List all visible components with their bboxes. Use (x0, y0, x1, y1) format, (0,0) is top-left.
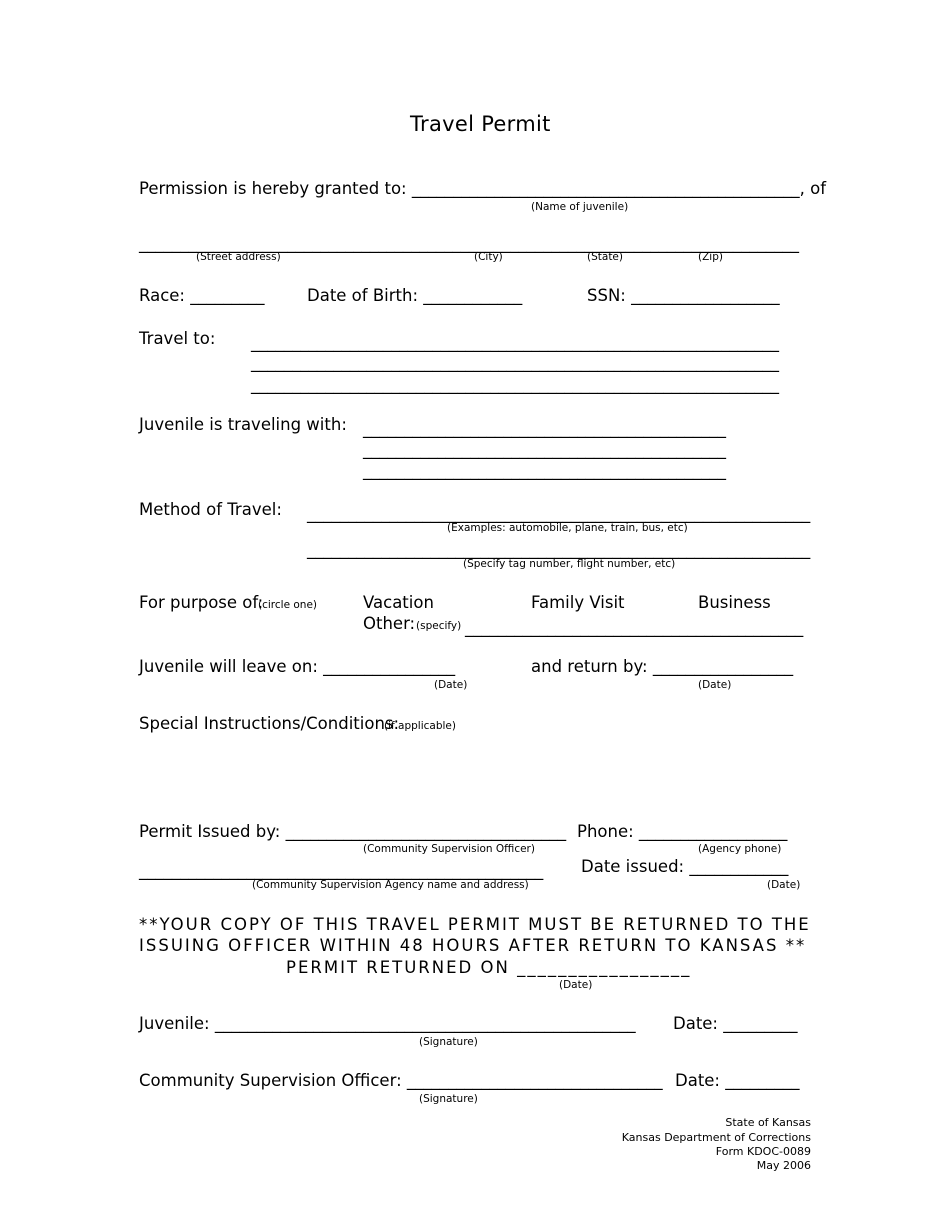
race-field[interactable]: Race: _________ (139, 286, 265, 305)
phone-caption: (Agency phone) (698, 843, 782, 855)
traveling-with-line[interactable]: ____________________________________________ (363, 440, 726, 459)
method-caption: (Examples: automobile, plane, train, bus, etc) (447, 522, 688, 534)
tag-number-line[interactable]: _____________________________________________________________ (307, 540, 811, 559)
return-notice-line-1: **YOUR COPY OF THIS TRAVEL PERMIT MUST BE RETURNED TO THE (139, 915, 811, 934)
officer-signature-field[interactable]: Community Supervision Officer: _______________________________ (139, 1071, 663, 1090)
traveling-with-line[interactable]: ____________________________________________ (363, 461, 726, 480)
method-line[interactable]: _____________________________________________________________ (307, 504, 811, 523)
officer-signature-caption: (Signature) (419, 1093, 478, 1105)
footer-date: May 2006 (756, 1159, 811, 1172)
officer-caption: (Community Supervision Officer) (363, 843, 535, 855)
option-family-visit[interactable]: Family Visit (531, 593, 625, 612)
state-caption: (State) (587, 251, 623, 263)
date-issued-field[interactable]: Date issued: ____________ (581, 857, 789, 876)
juvenile-name-caption: (Name of juvenile) (531, 201, 629, 213)
other-purpose-field[interactable]: _________________________________________ (465, 618, 804, 637)
agency-field[interactable]: _________________________________________________ (139, 861, 544, 880)
purpose-hint: (circle one) (258, 599, 317, 611)
juvenile-signature-date[interactable]: Date: _________ (673, 1014, 798, 1033)
date-issued-caption: (Date) (767, 879, 801, 891)
return-notice-line-2: ISSUING OFFICER WITHIN 48 HOURS AFTER RETURN TO KANSAS ** (139, 936, 807, 955)
other-hint: (specify) (416, 620, 462, 632)
juvenile-signature-field[interactable]: Juvenile: ___________________________________________________ (139, 1014, 636, 1033)
issued-by-field[interactable]: Permit Issued by: __________________________________ (139, 822, 567, 841)
ssn-field[interactable]: SSN: __________________ (587, 286, 780, 305)
permit-returned-field[interactable]: PERMIT RETURNED ON _________________ (286, 958, 692, 977)
travel-to-label: Travel to: (139, 329, 216, 348)
tag-number-caption: (Specify tag number, flight number, etc) (463, 558, 676, 570)
footer-form-number: Form KDOC-0089 (715, 1145, 811, 1158)
leave-date-field[interactable]: Juvenile will leave on: ________________ (139, 657, 456, 676)
street-caption: (Street address) (196, 251, 281, 263)
zip-caption: (Zip) (698, 251, 723, 263)
purpose-label: For purpose of: (139, 593, 264, 612)
juvenile-name-field[interactable]: Permission is hereby granted to: _______________________________________________, of (139, 179, 827, 198)
page-title: Travel Permit (410, 112, 551, 136)
city-caption: (City) (474, 251, 503, 263)
return-date-field[interactable]: and return by: _________________ (531, 657, 794, 676)
agency-caption: (Community Supervision Agency name and address) (252, 879, 529, 891)
traveling-with-label: Juvenile is traveling with: (139, 415, 347, 434)
travel-to-line[interactable]: ________________________________________________________________ (251, 353, 779, 372)
option-vacation[interactable]: Vacation (363, 593, 434, 612)
juvenile-signature-caption: (Signature) (419, 1036, 478, 1048)
option-business[interactable]: Business (698, 593, 771, 612)
address-field[interactable]: ________________________________________________________________________________ (139, 234, 799, 253)
traveling-with-line[interactable]: ____________________________________________ (363, 419, 726, 438)
return-date-caption: (Date) (698, 679, 732, 691)
officer-signature-date[interactable]: Date: _________ (675, 1071, 800, 1090)
travel-to-line[interactable]: ________________________________________________________________ (251, 333, 779, 352)
method-label: Method of Travel: (139, 500, 282, 519)
dob-field[interactable]: Date of Birth: ____________ (307, 286, 523, 305)
special-instructions-label: Special Instructions/Conditions: (139, 714, 400, 733)
footer-state: State of Kansas (725, 1116, 811, 1129)
permit-returned-caption: (Date) (559, 979, 593, 991)
leave-date-caption: (Date) (434, 679, 468, 691)
special-instructions-hint: (if applicable) (384, 720, 456, 732)
other-label: Other: (363, 614, 416, 633)
phone-field[interactable]: Phone: __________________ (577, 822, 788, 841)
footer-department: Kansas Department of Corrections (621, 1131, 811, 1144)
travel-to-line[interactable]: ________________________________________________________________ (251, 375, 779, 394)
